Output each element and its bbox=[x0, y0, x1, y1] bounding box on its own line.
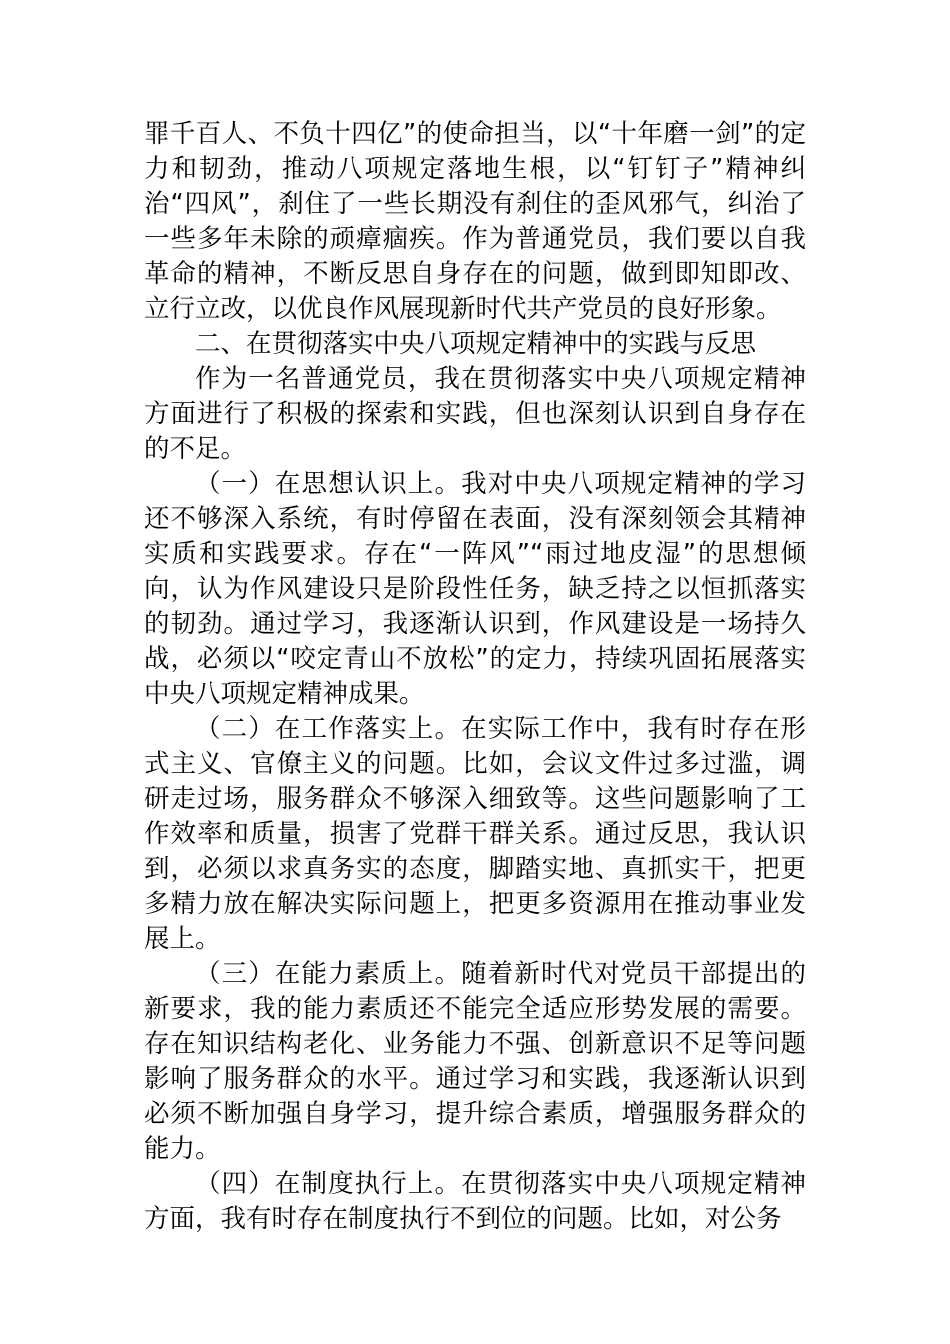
paragraph-item-1: （一）在思想认识上。我对中央八项规定精神的学习还不够深入系统，有时停留在表面，没有深刻领会其精神实质和实践要求。存在“一阵风”“雨过地皮湿”的思想倾向，认为作风建设只是阶段性任务，缺乏持之以恒抓落实的韧劲。通过学习，我逐渐认识到，作风建设是一场持久战，必须以“咬定青山不放松”的定力，持续巩固拓展落实中央八项规定精神成果。 bbox=[144, 469, 806, 709]
paragraph-item-3: （三）在能力素质上。随着新时代对党员干部提出的新要求，我的能力素质还不能完全适应形势发展的需要。存在知识结构老化、业务能力不强、创新意识不足等问题影响了服务群众的水平。通过学习和实践，我逐渐认识到必须不断加强自身学习，提升综合素质，增强服务群众的能力。 bbox=[144, 959, 806, 1164]
paragraph-intro: 作为一名普通党员，我在贯彻落实中央八项规定精神方面进行了积极的探索和实践，但也深刻认识到自身存在的不足。 bbox=[144, 364, 806, 464]
paragraph-item-4: （四）在制度执行上。在贯彻落实中央八项规定精神方面，我有时存在制度执行不到位的问题。比如，对公务 bbox=[144, 1169, 806, 1234]
paragraph-continuation: 罪千百人、不负十四亿”的使命担当，以“十年磨一剑”的定力和韧劲，推动八项规定落地生根，以“钉钉子”精神纠治“四风”，刹住了一些长期没有刹住的歪风邪气，纠治了一些多年未除的顽瘴痼疾。作为普通党员，我们要以自我革命的精神，不断反思自身存在的问题，做到即知即改、立行立改，以优良作风展现新时代共产党员的良好形象。 bbox=[144, 119, 806, 324]
paragraph-item-2: （二）在工作落实上。在实际工作中，我有时存在形式主义、官僚主义的问题。比如，会议文件过多过滥，调研走过场，服务群众不够深入细致等。这些问题影响了工作效率和质量，损害了党群干群关系。通过反思，我认识到，必须以求真务实的态度，脚踏实地、真抓实干，把更多精力放在解决实际问题上，把更多资源用在推动事业发展上。 bbox=[144, 714, 806, 954]
document-body bbox=[144, 117, 806, 1237]
section-heading: 二、在贯彻落实中央八项规定精神中的实践与反思 bbox=[195, 329, 757, 359]
